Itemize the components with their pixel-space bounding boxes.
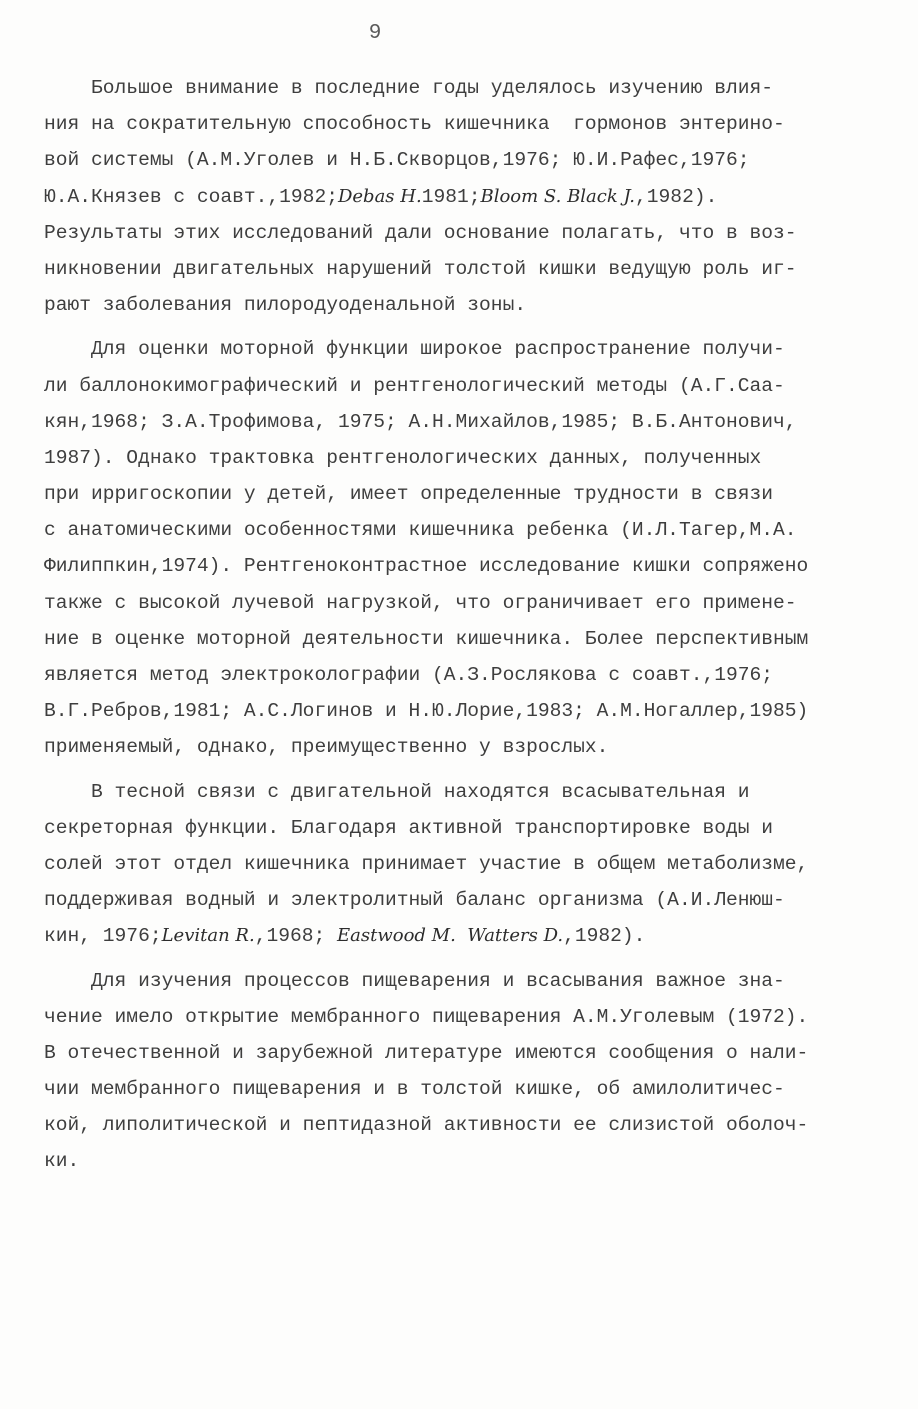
handwritten-reference: Levitan R. [161, 925, 255, 947]
text-line [44, 810, 878, 846]
typed-text: Большое внимание в последние годы уделялось изучению влия- [44, 77, 774, 99]
text-line [44, 287, 878, 323]
text-line [44, 963, 878, 999]
typed-text: секреторная функции. Благодаря активной транспортировке воды и [44, 816, 774, 839]
text-line [44, 179, 878, 215]
text-line [44, 215, 878, 251]
text-line [44, 882, 878, 918]
typed-text: 1981; [421, 185, 481, 208]
typed-text: ния на сократительную способность кишечника гормонов энтерино- [44, 113, 785, 136]
text-line [44, 729, 878, 765]
typed-text: вой системы (А.М.Уголев и Н.Б.Скворцов,1976; Ю.И.Рафес,1976; [44, 149, 750, 172]
text-line [44, 774, 878, 810]
typed-text: никновении двигательных нарушений толстой кишки ведущую роль иг- [44, 257, 797, 280]
text-line [44, 106, 878, 142]
typed-text: является метод электроколографии (А.З.Рослякова с соавт.,1976; [44, 664, 774, 686]
typed-text: В тесной связи с двигательной находятся всасывательная и [44, 780, 750, 803]
typed-text: В отечественной и зарубежной литературе имеются сообщения о нали- [44, 1041, 809, 1064]
typed-text: Ю.А.Князев с соавт.,1982; [44, 185, 338, 208]
paragraph [44, 70, 878, 323]
text-line [44, 368, 878, 404]
typed-text: 1987). Однако трактовка рентгенологических данных, полученных [44, 446, 762, 469]
typed-text: Для изучения процессов пищеварения и всасывания важное зна- [44, 969, 785, 992]
text-line [44, 918, 878, 954]
text-line [44, 548, 878, 584]
paragraph [44, 331, 878, 765]
text-line [44, 404, 878, 440]
typed-text: кян,1968; З.А.Трофимова, 1975; А.Н.Михайлов,1985; В.Б.Антонович, [44, 410, 797, 433]
text-line [44, 1035, 878, 1071]
typed-text: поддерживая водный и электролитный баланс организма (А.И.Ленюш- [44, 889, 785, 912]
text-line [44, 846, 878, 882]
typed-text: ,1968; [254, 925, 337, 948]
text-line [44, 142, 878, 178]
handwritten-reference: Bloom S. Black J. [480, 185, 636, 207]
page-number: 9 [368, 22, 382, 45]
text-line [44, 621, 878, 657]
typed-text: Результаты этих исследований дали основание полагать, что в воз- [44, 221, 797, 244]
typed-text: Для оценки моторной функции широкое распространение получи- [44, 338, 785, 361]
paragraph [44, 774, 878, 955]
typed-text: чии мембранного пищеварения и в толстой кишке, об амилолитичес- [44, 1078, 785, 1101]
typed-text: ли баллонокимографический и рентгенологический методы (А.Г.Саа- [44, 374, 785, 397]
text-line [44, 585, 878, 621]
paragraph [44, 963, 878, 1180]
handwritten-reference: Eastwood M. Watters D. [337, 925, 564, 947]
typed-text: при ирригоскопии у детей, имеет определенные трудности в связи [44, 483, 774, 506]
handwritten-reference: Debas H. [337, 185, 422, 207]
typed-text: солей этот отдел кишечника принимает участие в общем метаболизме, [44, 852, 809, 875]
typed-text: с анатомическими особенностями кишечника ребенка (И.Л.Тагер,М.А. [44, 519, 797, 542]
typed-text: Филиппкин,1974). Рентгеноконтрастное исследование кишки сопряжено [44, 555, 809, 578]
text-line [44, 999, 878, 1035]
text-line [44, 440, 878, 476]
typed-text: ,1982). [563, 925, 646, 948]
typed-text: также с высокой лучевой нагрузкой, что ограничивает его примене- [44, 591, 797, 614]
text-line [44, 1143, 878, 1179]
text-line [44, 331, 878, 367]
typed-text: ние в оценке моторной деятельности кишечника. Более перспективным [44, 627, 809, 650]
typed-text: чение имело открытие мембранного пищеварения А.М.Уголевым (1972). [44, 1005, 809, 1028]
text-line [44, 476, 878, 512]
text-line [44, 693, 878, 729]
text-line [44, 657, 878, 693]
text-line [44, 1107, 878, 1143]
typed-text: ки. [44, 1150, 80, 1173]
typed-text: В.Г.Ребров,1981; А.С.Логинов и Н.Ю.Лорие,1983; А.М.Ногаллер,1985) [44, 700, 809, 723]
typed-text: кой, липолитической и пептидазной активности ее слизистой оболоч- [44, 1114, 809, 1137]
typed-text: ,1982). [635, 185, 718, 208]
typed-text: кин, 1976; [44, 925, 162, 948]
text-line [44, 70, 878, 106]
typed-text: применяемый, однако, преимущественно у взрослых. [44, 736, 609, 759]
typed-text: рают заболевания пилородуоденальной зоны. [44, 294, 527, 317]
document-body [44, 70, 878, 1188]
text-line [44, 512, 878, 548]
text-line [44, 1071, 878, 1107]
text-line [44, 251, 878, 287]
